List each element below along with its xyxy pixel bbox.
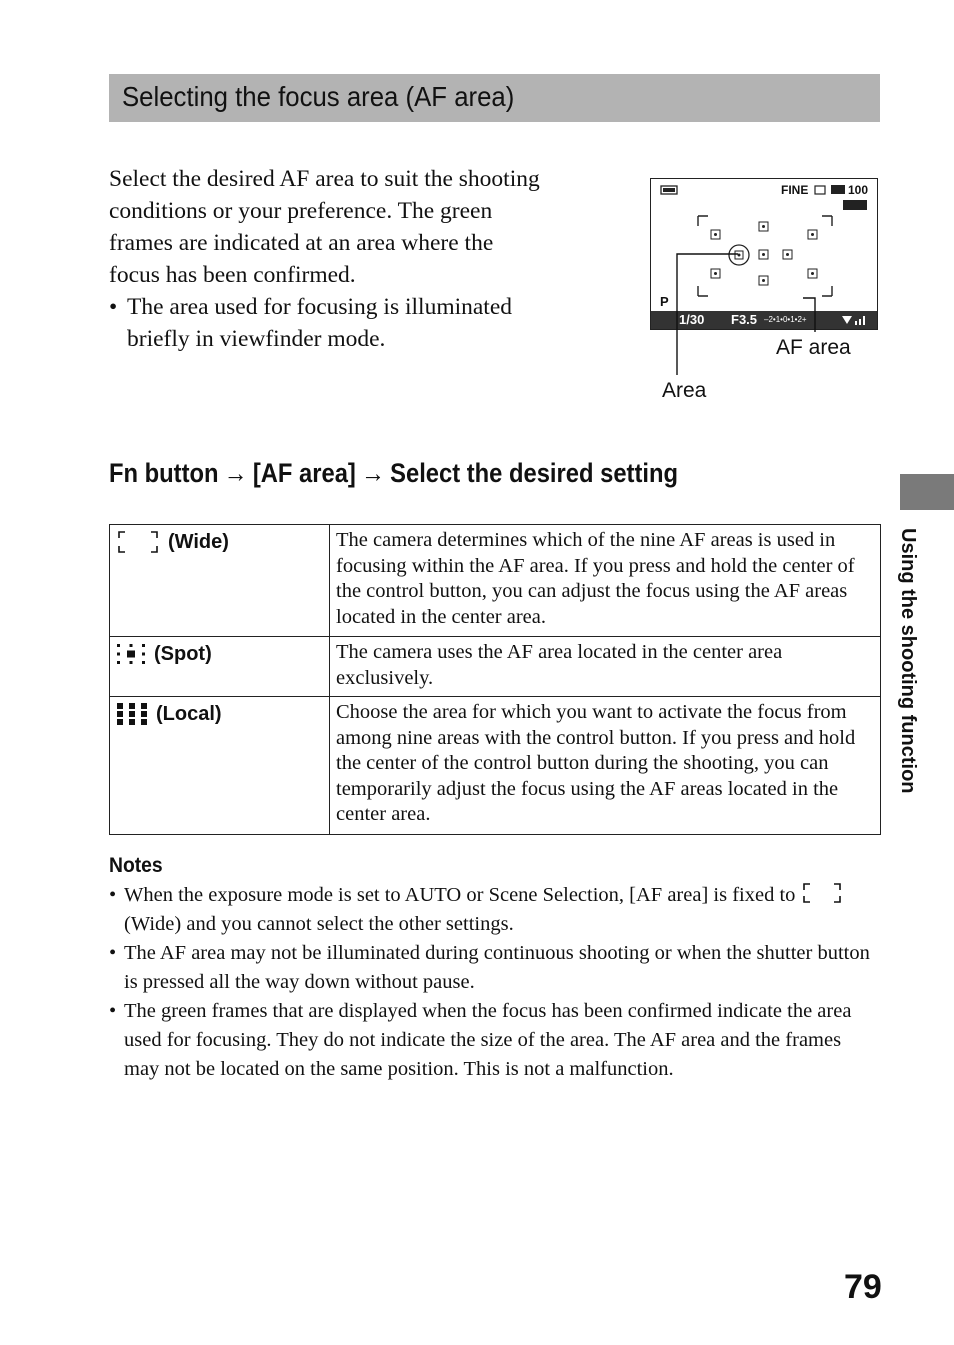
local-icon xyxy=(116,701,148,727)
description-cell: The camera determines which of the nine AF areas is used in focusing within the AF area. If you press and hold the center of the control button, you can adjust the focus using the AF areas located in the center area. xyxy=(330,525,881,637)
arrow-icon: → xyxy=(361,458,385,488)
wide-icon xyxy=(116,529,160,555)
chapter-label-text: Using the shooting function xyxy=(897,528,919,794)
list-item: • The AF area may not be illuminated during continuous shooting or when the shutter button is pressed all the way down without pause. xyxy=(109,939,881,997)
intro-paragraph: Select the desired AF area to suit the shooting conditions or your preference. The green frames are indicated at an area where the focus has been confirmed. xyxy=(109,166,540,288)
procedure-step-3: Select the desired setting xyxy=(390,458,679,488)
description-cell: Choose the area for which you want to activate the focus from among nine areas with the control button. If you press and hold the center of the control button during the shooting, you can temporarily adjust the focus using the AF areas located in the center area. xyxy=(330,697,881,835)
iso-readout: 100 xyxy=(848,183,869,197)
wide-icon xyxy=(801,881,843,905)
exposure-mode-readout: P xyxy=(660,294,669,309)
option-label-spot: (Spot) xyxy=(154,642,212,665)
option-cell xyxy=(110,697,330,835)
shutter-speed-readout: 1/30 xyxy=(679,312,705,327)
image-size-icon xyxy=(831,185,845,194)
section-title-bar xyxy=(109,74,880,122)
page-title: Selecting the focus area (AF area) xyxy=(122,81,515,112)
intro-text xyxy=(109,163,549,355)
notes-heading: Notes xyxy=(109,854,163,877)
lcd-graphics xyxy=(651,179,877,329)
note-text: When the exposure mode is set to AUTO or Scene Selection, [AF area] is fixed to xyxy=(124,884,796,906)
option-cell xyxy=(110,525,330,637)
note-text: The green frames that are displayed when the focus has been confirmed indicate the area used for focusing. They do not indicate the size of the area. The AF area and the frames may not be located on the same position. This is not a malfunction. xyxy=(124,1000,852,1080)
lcd-screen-illustration xyxy=(650,178,878,330)
list-item: • When the exposure mode is set to AUTO or Scene Selection, [AF area] is fixed to (Wide) and you cannot select the other settings. xyxy=(109,881,881,939)
list-item: • The green frames that are displayed when the focus has been confirmed indicate the area used for focusing. They do not indicate the size of the area. The AF area and the frames may not be located on the same position. This is not a malfunction. xyxy=(109,997,881,1084)
drive-mode-icon xyxy=(815,186,825,194)
quality-readout: FINE xyxy=(781,183,809,197)
option-cell xyxy=(110,637,330,697)
intro-bullet: • The area used for focusing is illuminated briefly in viewfinder mode. xyxy=(109,291,549,355)
table-row xyxy=(110,525,881,637)
callout-af-area: AF area xyxy=(776,336,851,359)
procedure-step-1: Fn button xyxy=(109,458,219,488)
page-number: 79 xyxy=(844,1268,882,1306)
callout-area: Area xyxy=(662,379,707,402)
table-row xyxy=(110,697,881,835)
af-area-settings-table xyxy=(109,524,881,835)
spot-icon xyxy=(116,641,146,667)
aperture-readout: F3.5 xyxy=(731,312,758,327)
exposure-scale: –2•1•0•1•2+ xyxy=(764,315,807,324)
lcd-status-bar xyxy=(651,311,877,329)
note-text: (Wide) and you cannot select the other settings. xyxy=(124,913,514,935)
table-row xyxy=(110,637,881,697)
option-label-wide: (Wide) xyxy=(168,530,229,553)
wide-af-frame xyxy=(698,216,832,296)
intro-bullet-text: The area used for focusing is illuminated briefly in viewfinder mode. xyxy=(127,294,513,352)
chapter-side-label xyxy=(897,528,921,818)
note-text: The AF area may not be illuminated during continuous shooting or when the shutter button is pressed all the way down without pause. xyxy=(124,942,870,993)
option-label-local: (Local) xyxy=(156,702,222,725)
description-cell: The camera uses the AF area located in the center area exclusively. xyxy=(330,637,881,697)
dro-icon xyxy=(843,200,867,210)
procedure-heading xyxy=(109,458,678,489)
notes-list xyxy=(109,881,881,1084)
chapter-tab xyxy=(900,474,954,510)
procedure-step-2: [AF area] xyxy=(252,458,356,488)
arrow-icon: → xyxy=(223,458,248,488)
steadyshot-icon xyxy=(841,313,871,327)
